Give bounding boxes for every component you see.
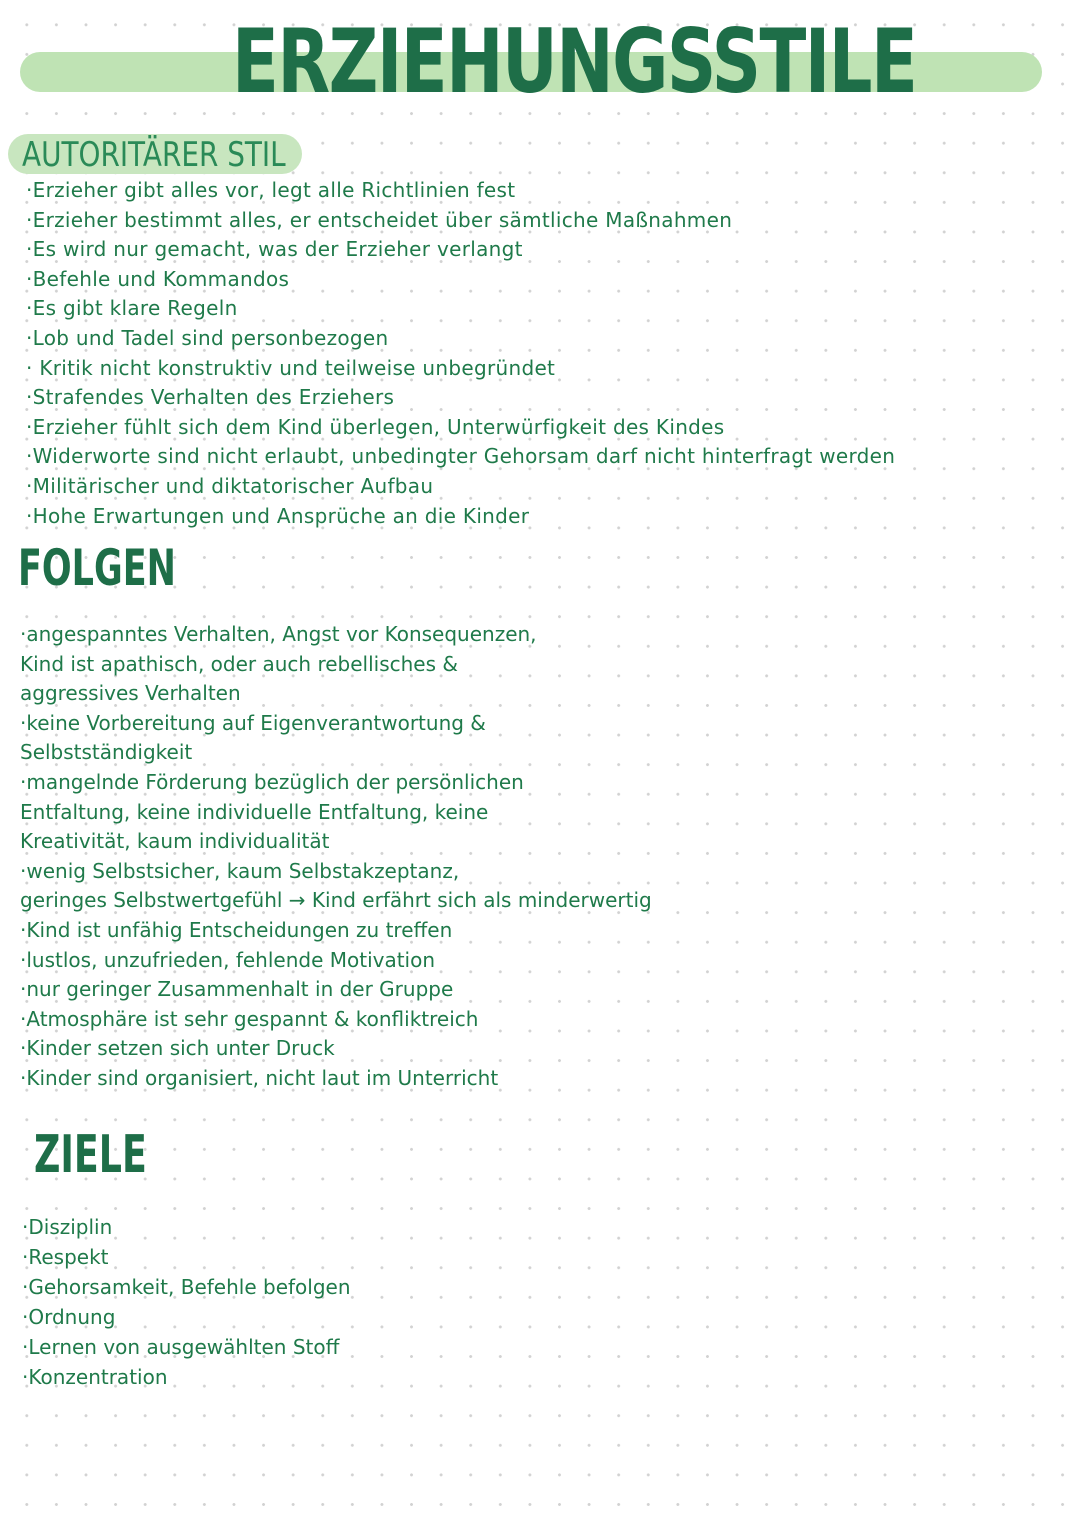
ziele-list [22, 1212, 1042, 1392]
list-item: ·keine Vorbereitung auf Eigenverantwortung & [20, 710, 486, 735]
list-item: Kind ist apathisch, oder auch rebellisches & [20, 651, 458, 676]
list-item: ·Lernen von ausgewählten Stoff [22, 1335, 340, 1359]
list-item: ·nur geringer Zusammenhalt in der Gruppe [20, 977, 454, 1002]
list-item: ·Konzentration [22, 1365, 168, 1389]
list-item: ·Kinder sind organisiert, nicht laut im Unterricht [20, 1065, 499, 1090]
page-title: ERZIEHUNGSSTILE [232, 10, 917, 113]
list-item: ·Strafendes Verhalten des Erziehers [26, 385, 395, 410]
list-item: ·Militärischer und diktatorischer Aufbau [26, 473, 434, 498]
list-item: ·Disziplin [22, 1215, 113, 1239]
list-item: ·mangelnde Förderung bezüglich der persönlichen [20, 769, 524, 794]
section-label: AUTORITÄRER STIL [22, 135, 286, 175]
list-item: Kreativität, kaum individualität [20, 829, 330, 854]
list-item: Selbstständigkeit [20, 740, 193, 765]
folgen-list [20, 620, 1040, 1094]
list-item: ·Atmosphäre ist sehr gespannt & konfliktreich [20, 1006, 479, 1031]
list-item: ·Erzieher fühlt sich dem Kind überlegen, Unterwürfigkeit des Kindes [26, 414, 725, 439]
list-item: ·Kind ist unfähig Entscheidungen zu treffen [20, 917, 453, 942]
list-item: ·Respekt [22, 1245, 109, 1269]
list-item: aggressives Verhalten [20, 681, 241, 706]
list-item: ·Es wird nur gemacht, was der Erzieher verlangt [26, 237, 523, 262]
list-item: ·Erzieher gibt alles vor, legt alle Richtlinien fest [26, 178, 516, 202]
list-item: ·lustlos, unzufrieden, fehlende Motivation [20, 947, 436, 972]
list-item: ·Erzieher bestimmt alles, er entscheidet über sämtliche Maßnahmen [26, 207, 733, 232]
list-item: geringes Selbstwertgefühl → Kind erfährt sich als minderwertig [20, 888, 652, 913]
list-item: Entfaltung, keine individuelle Entfaltung, keine [20, 799, 489, 824]
list-item: ·angespanntes Verhalten, Angst vor Konsequenzen, [20, 622, 537, 646]
list-item: ·Kinder setzen sich unter Druck [20, 1036, 335, 1061]
list-item: ·Widerworte sind nicht erlaubt, unbedingter Gehorsam darf nicht hinterfragt werden [26, 444, 896, 469]
list-item: · Kritik nicht konstruktiv und teilweise unbegründet [26, 355, 556, 380]
list-item: ·Ordnung [22, 1305, 116, 1329]
list-item: ·Es gibt klare Regeln [26, 296, 238, 321]
list-item: ·Befehle und Kommandos [26, 266, 290, 291]
folgen-heading: FOLGEN [18, 539, 176, 597]
autoritaer-stil-list [26, 176, 1046, 531]
list-item: ·Hohe Erwartungen und Ansprüche an die Kinder [26, 503, 530, 528]
list-item: ·Lob und Tadel sind personbezogen [26, 325, 389, 350]
list-item: ·Gehorsamkeit, Befehle befolgen [22, 1275, 351, 1299]
ziele-heading: ZIELE [34, 1125, 147, 1185]
list-item: ·wenig Selbstsicher, kaum Selbstakzeptanz, [20, 858, 460, 883]
